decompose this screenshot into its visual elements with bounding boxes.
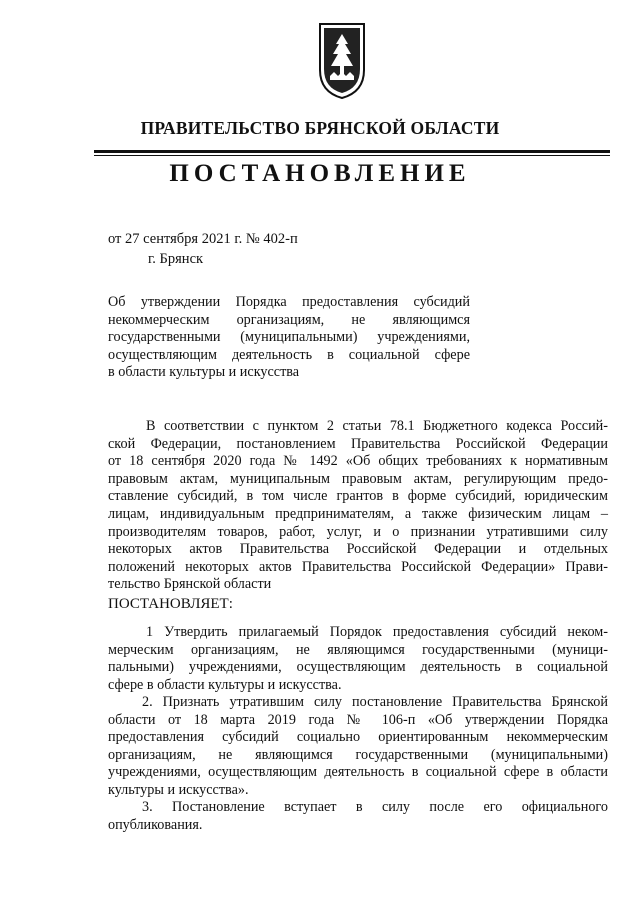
- preamble-line: положений некоторых актов Правительства Российской Федерации» Прави-: [108, 558, 608, 575]
- decree-item-1: [108, 624, 608, 694]
- subject-line: осуществляющим деятельность в социальной сфере: [108, 346, 470, 363]
- item-line: предоставления субсидий социально ориентированным некоммерческим: [108, 729, 608, 746]
- item-line: 2. Признать утратившим силу постановление Правительства Брянской: [142, 694, 608, 710]
- item-line: мерческим организациям, не являющимся государственными (муници-: [108, 641, 608, 658]
- document-type-title: ПОСТАНОВЛЕНИЕ: [169, 160, 471, 187]
- preamble-line: ской Федерации, постановлением Правительства Российской Федерации: [108, 435, 608, 452]
- government-title: ПРАВИТЕЛЬСТВО БРЯНСКОЙ ОБЛАСТИ: [140, 118, 500, 138]
- subject-line: в области культуры и искусства: [108, 364, 300, 381]
- header-rule-thick: [94, 150, 610, 153]
- subject-line: государственными (муниципальными) учреждениями,: [108, 329, 470, 346]
- preamble-line: от 18 сентября 2020 года № 1492 «Об общих требованиях к нормативным: [108, 453, 608, 470]
- item-line: опубликования.: [108, 816, 203, 833]
- coat-of-arms-emblem: [318, 22, 366, 100]
- item-line: сфере в области культуры и искусства.: [108, 676, 342, 693]
- decree-word: ПОСТАНОВЛЯЕТ:: [108, 595, 233, 612]
- item-line: культуры и искусства».: [108, 781, 249, 798]
- from-label: от: [108, 231, 122, 247]
- item-line: 3. Постановление вступает в силу после его официального: [142, 799, 608, 815]
- decree-item-2: [108, 694, 608, 800]
- item-line: 1 Утвердить прилагаемый Порядок предоставления субсидий неком-: [146, 624, 608, 640]
- preamble-line: В соответствии с пунктом 2 статьи 78.1 Бюджетного кодекса Россий-: [146, 418, 608, 434]
- item-line: пальными) учреждениями, осуществляющим деятельность в социальной: [108, 659, 608, 676]
- preamble-line: лицам, индивидуальным предпринимателям, а также физическим лицам –: [108, 505, 608, 522]
- preamble-line: некоторых актов Правительства Российской Федерации и отдельных: [108, 541, 608, 558]
- header-rule-thin: [94, 155, 610, 156]
- preamble-line: правовым актам, муниципальным правовым актам, регулирующим предо-: [108, 470, 608, 487]
- subject-line: Об утверждении Порядка предоставления субсидий: [108, 294, 470, 310]
- document-date: 27 сентября 2021 г.: [125, 231, 243, 247]
- preamble-line: производителям товаров, работ, услуг, и о признании утратившими силу: [108, 523, 608, 540]
- decree-item-3: [108, 799, 608, 834]
- item-line: учреждениями, осуществляющим деятельность в социальной сфере в области: [108, 764, 608, 781]
- document-number: 402-п: [263, 231, 298, 247]
- preamble-line: тельство Брянской области: [108, 576, 272, 593]
- number-sign: №: [245, 231, 260, 247]
- preamble-paragraph: [108, 418, 608, 613]
- subject-line: некоммерческим организациям, не являющимся: [108, 311, 470, 328]
- document-city: г. Брянск: [148, 251, 204, 267]
- item-line: организациям, не являющимся государственными (муниципальными): [108, 746, 608, 763]
- preamble-line: ставление субсидий, в том числе грантов в форме субсидий, юридическим: [108, 488, 608, 505]
- document-subject: [108, 294, 470, 382]
- item-line: области от 18 марта 2019 года № 106-п «Об утверждении Порядка: [108, 711, 608, 728]
- date-number-line: [108, 231, 298, 248]
